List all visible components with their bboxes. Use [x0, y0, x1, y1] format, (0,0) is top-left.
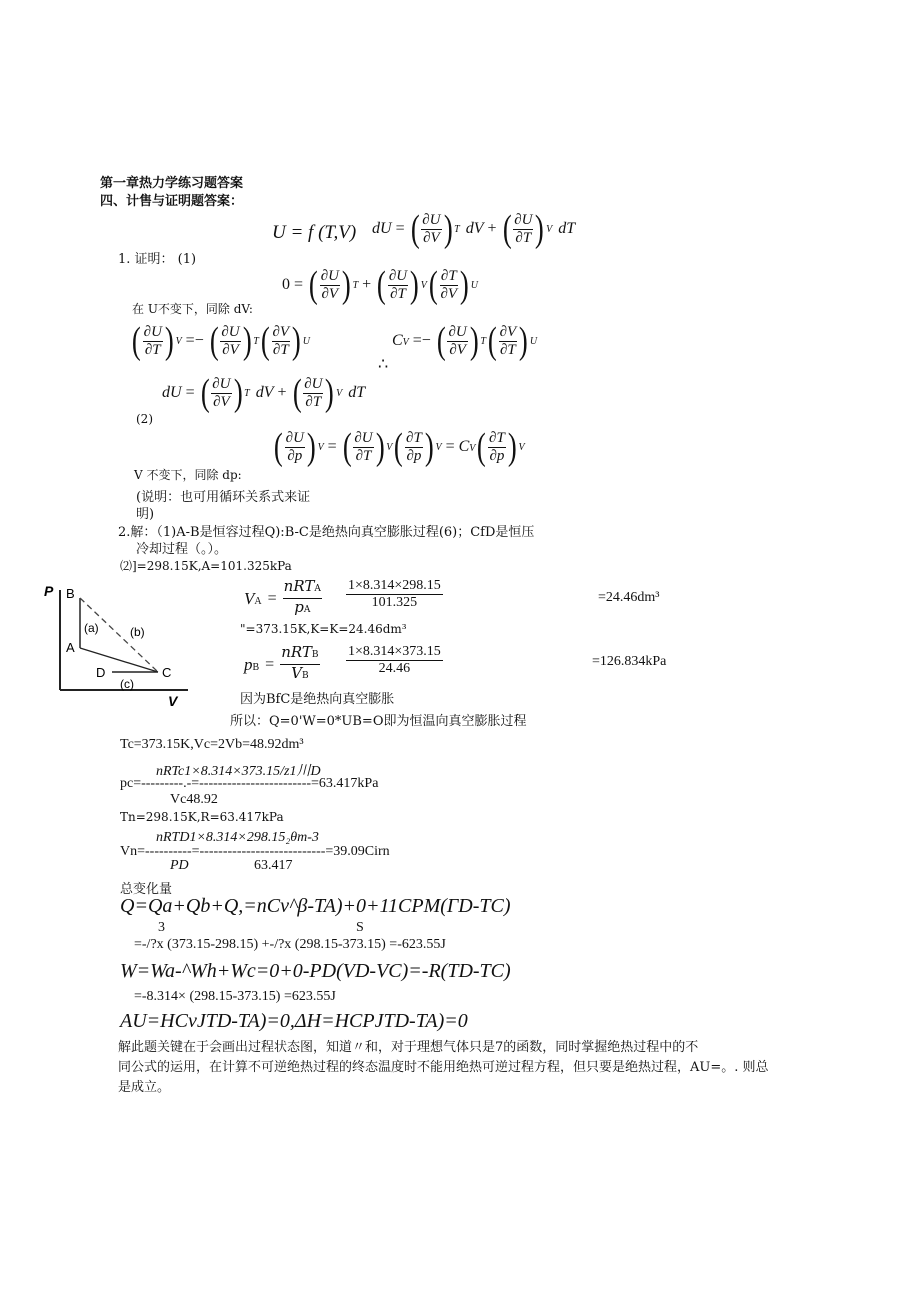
du-repeat-eq: dU = ( ∂U ∂V ) T dV + ( ∂U ∂T ) V dT: [162, 372, 366, 414]
q-subscript-1: 3: [158, 920, 165, 935]
q-subscript-2: S: [356, 920, 364, 935]
va-numerator: 1×8.314×298.15: [348, 578, 441, 593]
segment-b-label: (b): [130, 625, 145, 639]
note-line-2: 明): [136, 507, 155, 522]
tb-line: "=373.15K,K=K=24.46dm³: [240, 622, 407, 636]
page-title: 第一章热力学练习题答案: [100, 176, 244, 191]
proof-label: 1. 证明： (1): [118, 252, 197, 267]
path-b-line: [80, 598, 158, 672]
partial-u-p-eq: ( ∂U ∂p ) V = ( ∂U ∂T ) V ( ∂T ∂p ) V = CV ( ∂T ∂p ) V: [273, 426, 525, 468]
partial-u-t-eq: ( ∂U ∂T ) V =− ( ∂U ∂V ) T ( ∂V ∂T ) U: [131, 320, 310, 362]
tc-line: Tc=373.15K,Vc=2Vb=48.92dm³: [120, 737, 304, 752]
axis-v-label: V: [168, 693, 178, 709]
pb-denominator: 24.46: [378, 661, 411, 676]
point-c-label: C: [162, 665, 172, 680]
pc-numerator: nRTc1×8.314×373.15/z1川D: [156, 764, 321, 779]
du-total-differential: dU = ( ∂U ∂V ) T dV + ( ∂U ∂T ) V dT: [372, 208, 576, 250]
point-d-label: D: [96, 665, 106, 680]
w-calculation: =-8.314× (298.15-373.15) =623.55J: [134, 989, 336, 1004]
constant-u-note: 在 U不变下，同除 dV:: [132, 302, 253, 316]
therefore-symbol: ∴: [378, 356, 389, 373]
vn-numerator: nRTD1×8.314×298.15₂θm-3: [156, 830, 319, 845]
w-equation: W=Wa-^Wh+Wc=0+0-PD(VD-VC)=-R(TD-TC): [120, 960, 511, 982]
pc-line: pc=---------.-=------------------------=63.417kPa: [120, 776, 379, 791]
pv-diagram: [40, 580, 200, 710]
point-b-label: B: [66, 586, 75, 601]
va-fraction: [346, 578, 443, 611]
q-calculation: =-/?x (373.15-298.15) +-/?x (298.15-373.15) =-623.55J: [134, 937, 446, 952]
section-heading: 四、计售与证明题答案：: [100, 194, 244, 209]
va-denominator: 101.325: [371, 595, 418, 610]
q-equation: Q=Qa+Qb+Q,=nCv^β-TA)+0+11CPM(ΓD-TC): [120, 895, 511, 917]
p2-state-a: ⑵]=298.15K,A=101.325kPa: [120, 559, 292, 573]
note-line-1: (说明：也可用循环关系式来证: [136, 490, 311, 505]
conclusion-line-2: 同公式的运用，在计算不可逆绝热过程的终态温度时不能用绝热可逆过程方程，但只要是绝热过程，AU=。. 则总: [118, 1060, 769, 1075]
vn-denominator-1: PD: [170, 858, 189, 873]
conclusion-line-1: 解此题关键在于会画出过程状态图，知道〃和，对于理想气体只是7的函数，同时掌握绝热过程中的不: [118, 1040, 699, 1055]
p2-line-1: 2.解：（1)A-B是恒容过程Q):B-C是绝热向真空膨胀过程(6)；CfD是恒压: [118, 525, 535, 540]
au-equation: AU=HCvJTD-TA)=0,ΔH=HCPJTD-TA)=0: [120, 1010, 468, 1032]
part-two-label: (2): [136, 412, 153, 426]
because-line: 因为BfC是绝热向真空膨胀: [240, 692, 395, 707]
pb-numerator: 1×8.314×373.15: [348, 644, 441, 659]
so-line: 所以：Q=0'W=0*UB=O即为恒温向真空膨胀过程: [230, 714, 527, 729]
pb-fraction: [346, 644, 443, 677]
va-result: =24.46dm³: [598, 590, 660, 605]
cv-relation-eq: CV =− ( ∂U ∂V ) T ( ∂V ∂T ) U: [392, 320, 538, 362]
u-function-eq: U = f (T,V): [272, 222, 357, 243]
axis-p-label: P: [44, 583, 54, 599]
conclusion-line-3: 是成立。: [118, 1080, 171, 1095]
vn-denominator-2: 63.417: [254, 858, 293, 873]
va-formula: VA = nRTA pA: [244, 577, 321, 616]
hyp-line: [80, 648, 158, 672]
tn-line: Tn=298.15K,R=63.417kPa: [120, 810, 284, 824]
p2-line-2: 冷却过程（。）。: [136, 542, 228, 557]
pc-denominator: Vc48.92: [170, 792, 218, 807]
pb-formula: pB = nRTB VB: [244, 643, 319, 682]
vn-line: Vn=----------=---------------------------=39.09Cirn: [120, 844, 390, 859]
point-a-label: A: [66, 640, 75, 655]
zero-relation-eq: 0 = ( ∂U ∂V ) T + ( ∂U ∂T ) V ( ∂T ∂V ) U: [282, 264, 478, 306]
segment-a-label: (a): [84, 621, 99, 635]
total-change-label: 总变化量: [120, 882, 173, 897]
constant-v-note: V 不变下，同除 dp:: [134, 468, 242, 482]
segment-c-label: (c): [120, 677, 134, 691]
pb-result: =126.834kPa: [592, 654, 667, 669]
